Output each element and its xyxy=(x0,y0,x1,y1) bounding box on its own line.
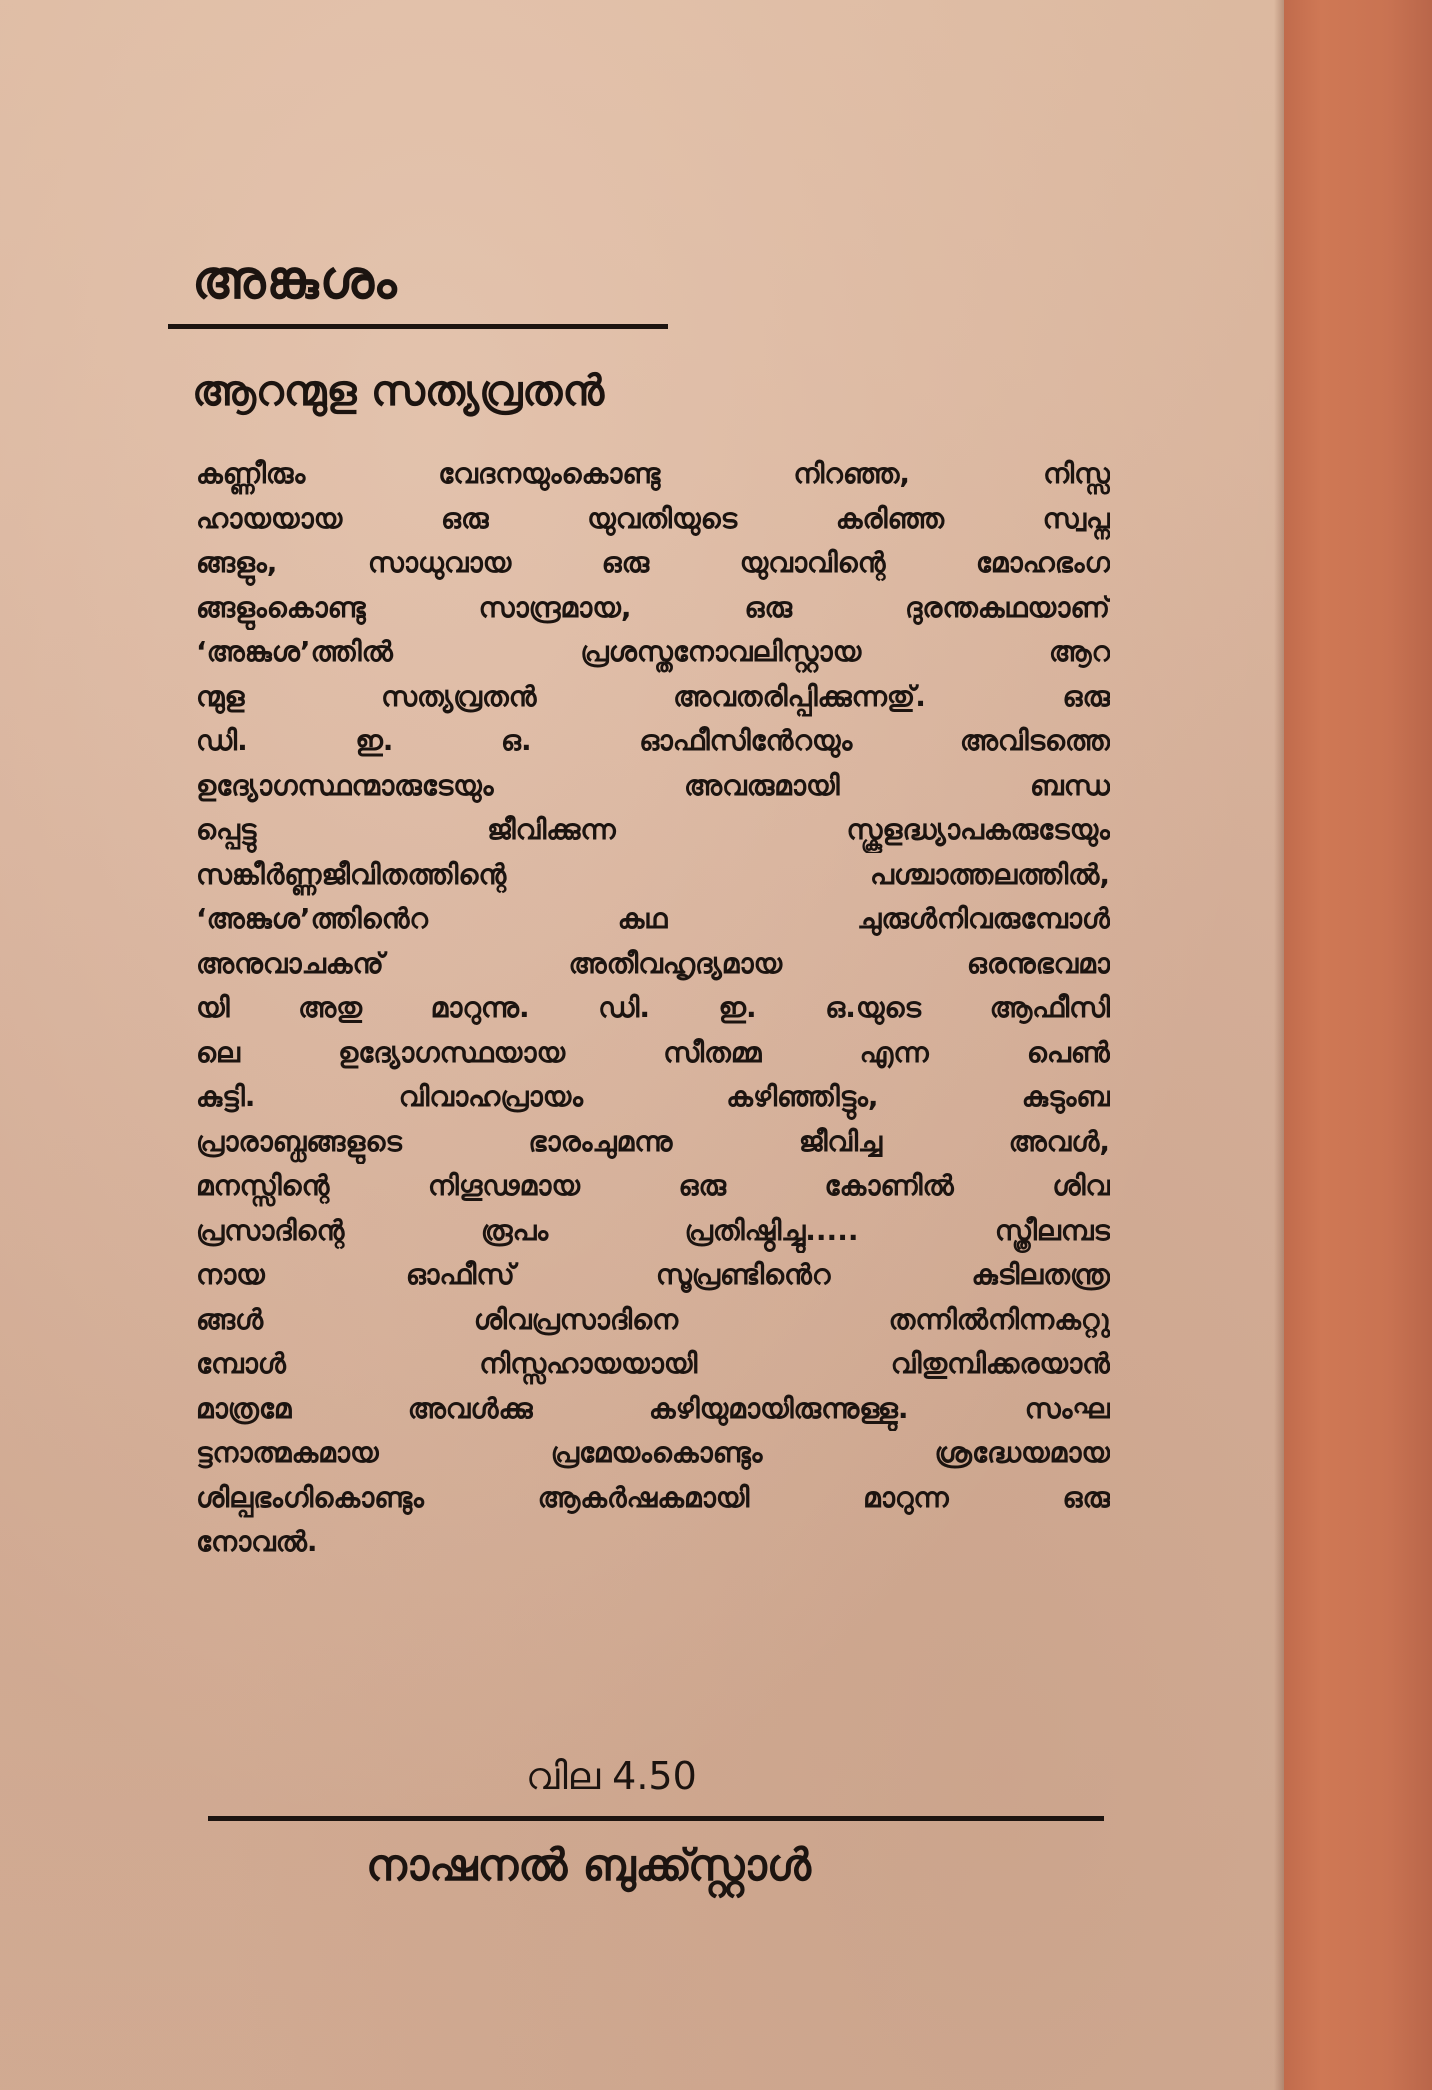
blurb-line: പ്പെട്ടു ജീവിക്കുന്ന സ്കൂളദ്ധ്യാപകരുടേയും xyxy=(196,813,1110,846)
publisher-name: നാഷനൽ ബുക്ക്സ്റ്റാൾ xyxy=(366,1840,811,1891)
blurb-line: മനസ്സിന്റെ നിഗൂഢമായ ഒരു കോണിൽ ശിവ xyxy=(196,1169,1110,1202)
blurb-line: മാത്രമേ അവൾക്കു കഴിയുമായിരുന്നുള്ളു. സംഘ xyxy=(196,1391,1110,1425)
blurb-line: ‘അങ്കുശ’ത്തിൽ പ്രശസ്തനോവലിസ്റ്റായ ആറ xyxy=(196,635,1110,668)
blurb-line: ന്മുള സത്യവ്രതൻ അവതരിപ്പിക്കുന്നതു്. ഒരു xyxy=(196,679,1110,713)
blurb-line: അനുവാചകനു് അതീവഹൃദ്യമായ ഒരനുഭവമാ xyxy=(196,946,1110,980)
blurb-line: ങ്ങൾ ശിവപ്രസാദിനെ തന്നിൽനിന്നകറ്റു xyxy=(196,1302,1110,1336)
book-title: അങ്കുശം xyxy=(192,248,398,311)
blurb-line: പ്രാരാബ്ധങ്ങളുടെ ഭാരംചുമന്നു ജീവിച്ച അവൾ, xyxy=(196,1124,1110,1158)
blurb-line: കുട്ടി. വിവാഹപ്രായം കഴിഞ്ഞിട്ടും, കുടുംബ xyxy=(196,1080,1110,1113)
blurb-line: ട്ടനാത്മകമായ പ്രമേയംകൊണ്ടും ശ്രദ്ധേയമായ xyxy=(196,1436,1110,1469)
blurb-line: ‘അങ്കുശ’ത്തിൻെറ കഥ ചുരുൾനിവരുമ്പോൾ xyxy=(196,902,1110,935)
publisher-divider xyxy=(208,1816,1104,1821)
spine-shadow xyxy=(1274,0,1284,2090)
price-label: വില 4.50 xyxy=(526,1754,697,1798)
blurb-line: ഉദ്യോഗസ്ഥന്മാരുടേയും അവരുമായി ബന്ധ xyxy=(196,768,1110,802)
blurb-line: ശില്പഭംഗികൊണ്ടും ആകർഷകമായി മാറുന്ന ഒരു xyxy=(196,1480,1110,1514)
blurb-line: നായ ഓഫീസ് സൂപ്രണ്ടിൻെറ കുടിലതന്ത്ര xyxy=(196,1258,1110,1291)
blurb-line: സങ്കീർണ്ണജീവിതത്തിന്റെ പശ്ചാത്തലത്തിൽ, xyxy=(196,857,1110,891)
author-name: ആറന്മുള സത്യവ്രതൻ xyxy=(192,366,605,415)
blurb-line: ഹായയായ ഒരു യുവതിയുടെ കരിഞ്ഞ സ്വപ്ന xyxy=(196,501,1110,535)
blurb-line: ഡി. ഇ. ഒ. ഓഫീസിൻേറയും അവിടത്തെ xyxy=(196,724,1110,757)
blurb-line: ങ്ങളും, സാധുവായ ഒരു യുവാവിന്റെ മോഹഭംഗ xyxy=(196,546,1110,579)
blurb-line: പ്രസാദിന്റെ രൂപം പ്രതിഷ്ഠിച്ചു..... സ്ത്രീലമ്പട xyxy=(196,1213,1110,1247)
book-spine xyxy=(1284,0,1432,2090)
blurb-text xyxy=(196,452,1110,1565)
blurb-line: കണ്ണീരും വേദനയുംകൊണ്ടു നിറഞ്ഞ, നിസ്സ xyxy=(196,457,1110,490)
blurb-line: ങ്ങളുംകൊണ്ടു സാന്ദ്രമായ, ഒരു ദുരന്തകഥയാണ് xyxy=(196,590,1110,624)
title-divider xyxy=(168,324,668,329)
blurb-line: നോവൽ. xyxy=(196,1525,318,1558)
blurb-line: മ്പോൾ നിസ്സഹായയായി വിതുമ്പിക്കരയാൻ xyxy=(196,1347,1110,1380)
blurb-line: യി അതു മാറുന്നു. ഡി. ഇ. ഒ.യുടെ ആഫീസി xyxy=(196,991,1110,1024)
blurb-line: ലെ ഉദ്യോഗസ്ഥയായ സീതമ്മ എന്ന പെൺ xyxy=(196,1035,1110,1069)
